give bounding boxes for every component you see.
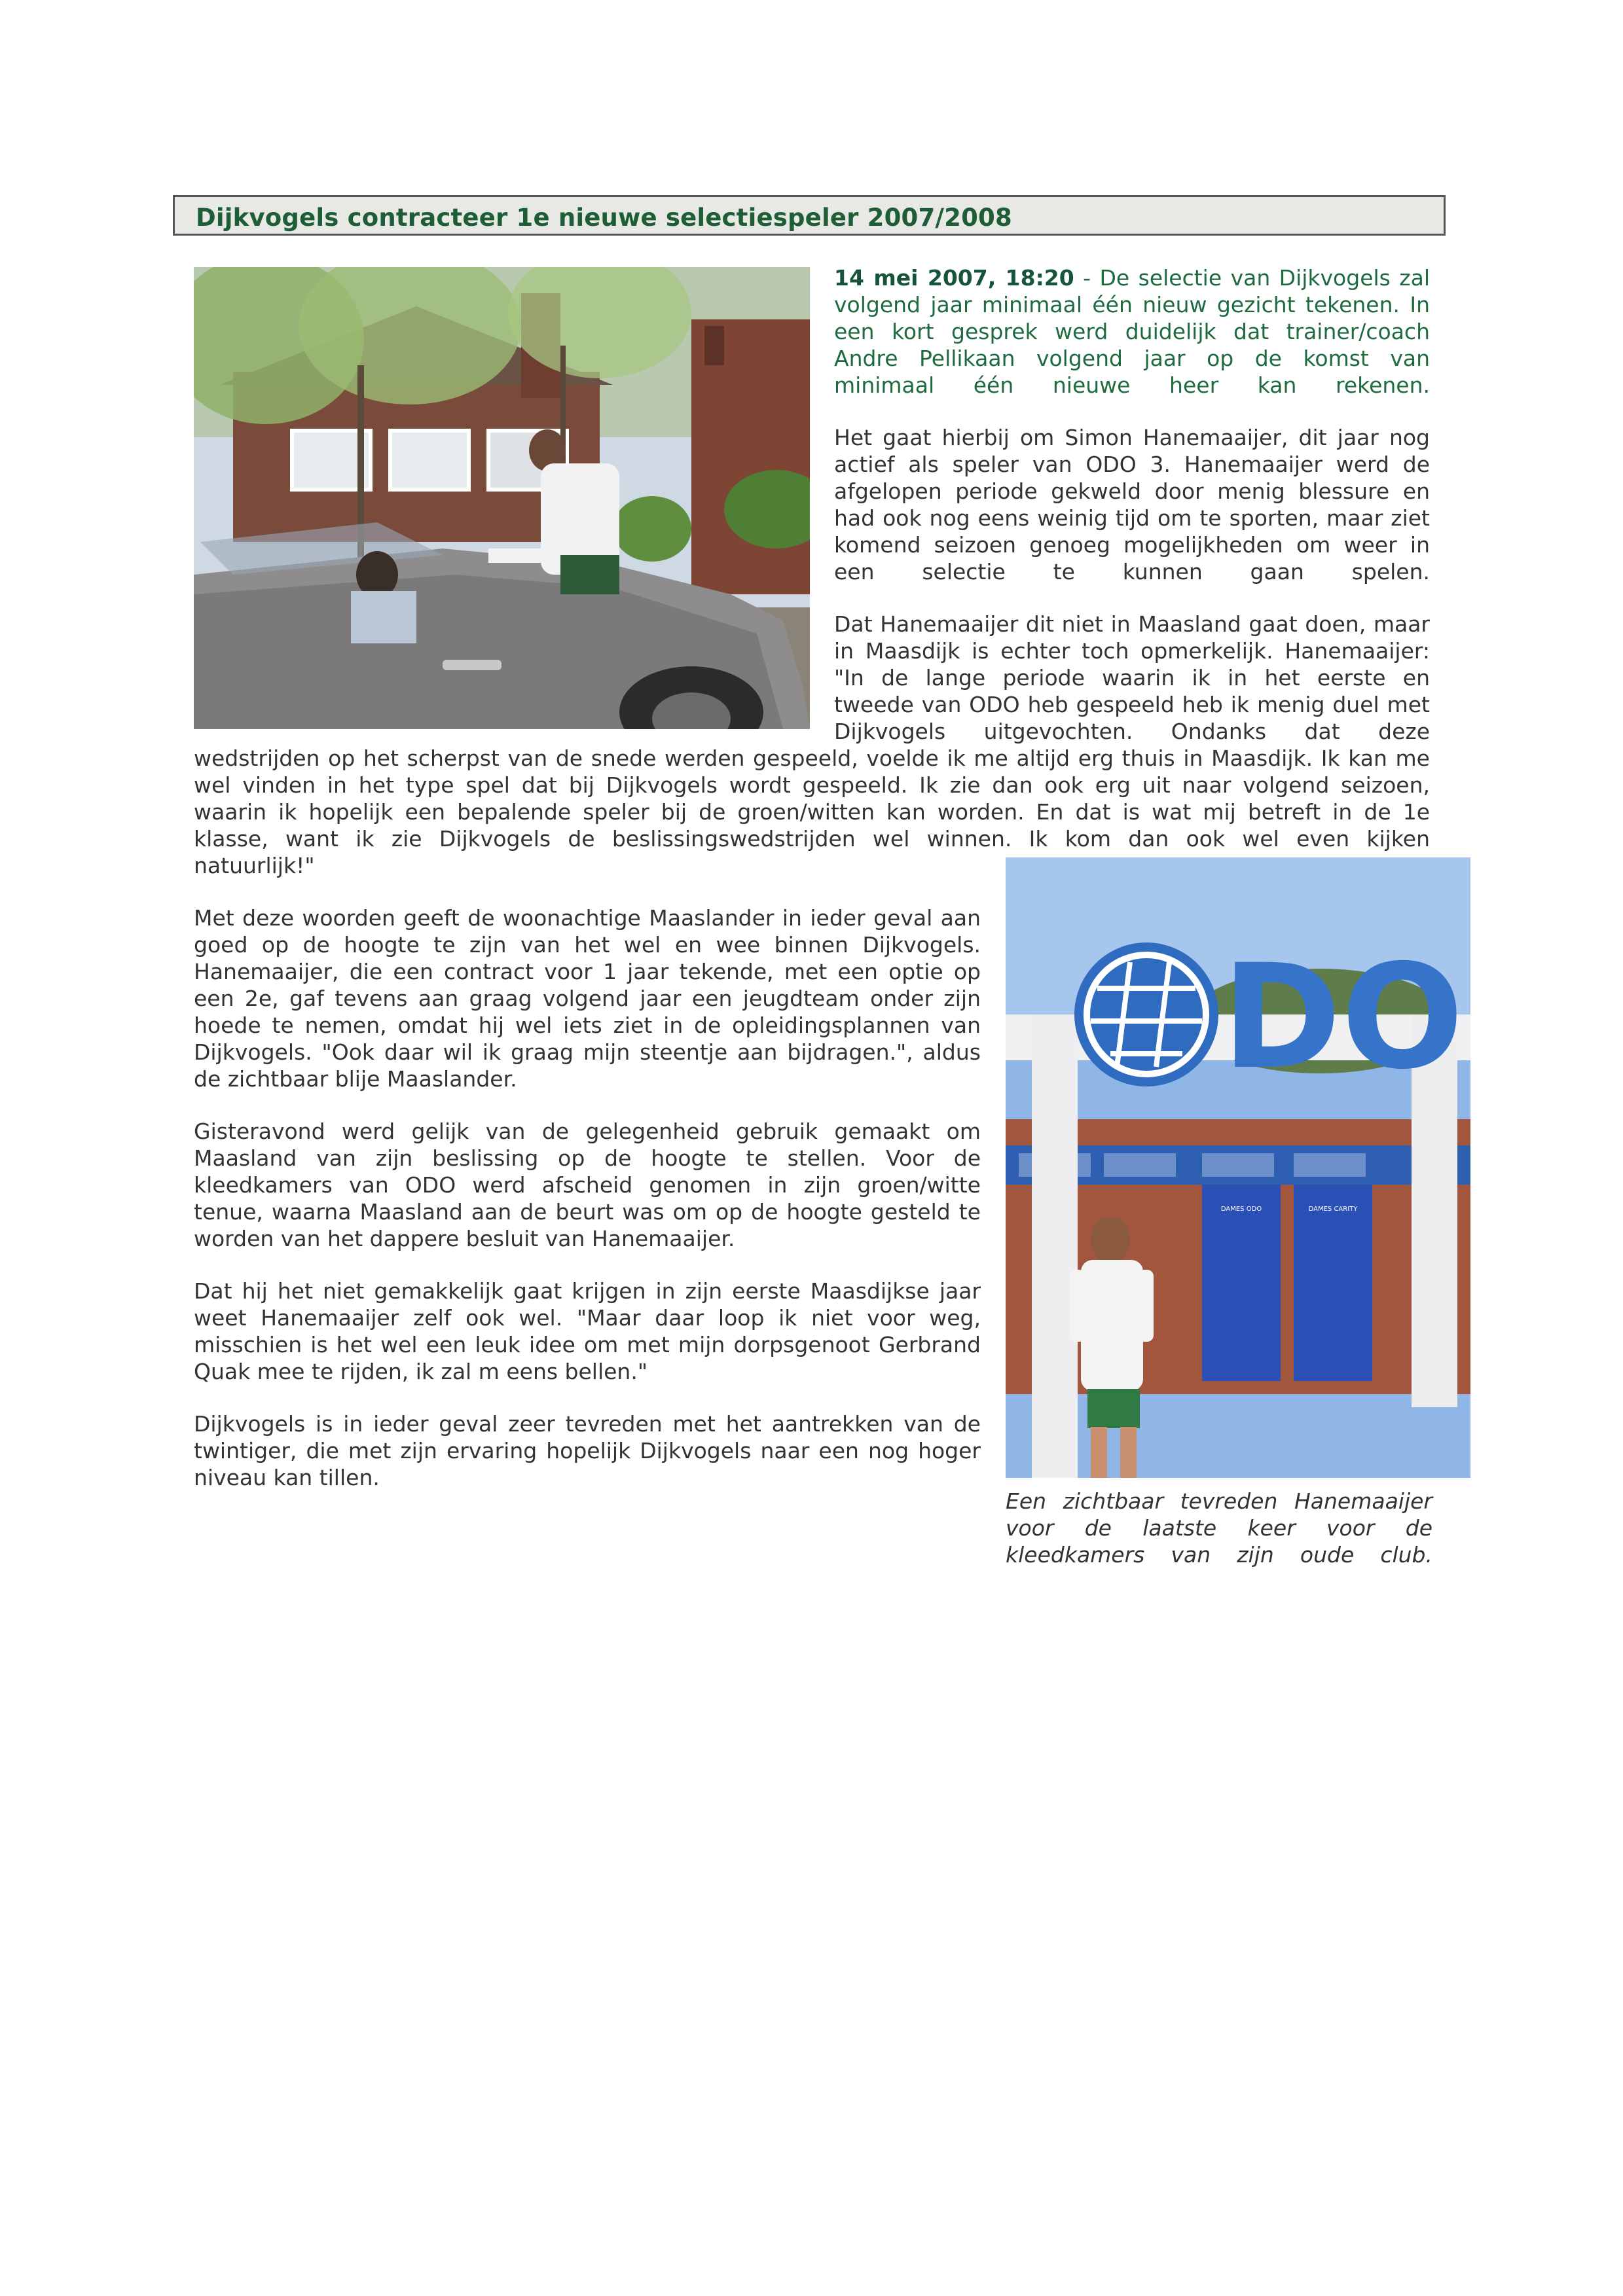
article-title: Dijkvogels contracteer 1e nieuwe selectiespeler 2007/2008 <box>196 204 1012 232</box>
photo-caption-line: kleedkamers van zijn oude club. <box>1006 1542 1432 1568</box>
paragraph-line: tenue, waarna Maasland aan de beurt was om op de hoogte gesteld te <box>194 1199 981 1225</box>
paragraph-line: een 2e, gaf tevens aan graag volgend jaar een jeugdteam onder zijn <box>194 986 981 1011</box>
door-sign-left: DAMES ODO <box>1220 1206 1262 1213</box>
paragraph-line: misschien is het wel een leuk idee om met mijn dorpsgenoot Gerbrand <box>194 1332 981 1357</box>
paragraph-line: niveau kan tillen. <box>194 1465 380 1490</box>
paragraph-line: Het gaat hierbij om Simon Hanemaaijer, dit jaar nog <box>834 425 1430 450</box>
intro-text: - De selectie van Dijkvogels zal <box>1074 265 1430 291</box>
paragraph-line: tweede van ODO heb gespeeld heb ik menig duel met <box>834 692 1430 717</box>
paragraph-line: in Maasdijk is echter toch opmerkelijk. Hanemaaijer: <box>834 638 1430 664</box>
paragraph-line: Dijkvogels is in ieder geval zeer tevreden met het aantrekken van de <box>194 1411 981 1437</box>
paragraph-line: Met deze woorden geeft de woonachtige Maaslander in ieder geval aan <box>194 905 981 931</box>
paragraph-line: weet Hanemaaijer zelf ook wel. "Maar daar loop ik niet voor weg, <box>194 1305 981 1331</box>
paragraph-line: "In de lange periode waarin ik in het eerste en <box>834 665 1430 691</box>
paragraph-line: natuurlijk!" <box>194 853 315 878</box>
paragraph-line: komend seizoen genoeg mogelijkheden om weer in <box>834 532 1430 558</box>
intro-line: volgend jaar minimaal één nieuw gezicht tekenen. In <box>834 292 1430 317</box>
paragraph-line: Dat Hanemaaijer dit niet in Maasland gaat doen, maar <box>834 611 1430 637</box>
paragraph-line: had ook nog eens weinig tijd om te sporten, maar ziet <box>834 505 1430 531</box>
paragraph-line: goed op de hoogte te zijn van het wel en wee binnen Dijkvogels. <box>194 932 981 958</box>
paragraph-line: afgelopen periode gekweld door menig blessure en <box>834 478 1430 504</box>
photo-odo-clubhouse <box>1006 857 1470 1478</box>
photo-car-scene <box>194 267 810 729</box>
paragraph-line: worden van het dappere besluit van Hanemaaijer. <box>194 1226 735 1251</box>
paragraph-line: Quak mee te rijden, ik zal m eens bellen." <box>194 1359 648 1384</box>
paragraph-line: de zichtbaar blije Maaslander. <box>194 1066 517 1092</box>
paragraph-line: hoede te nemen, omdat hij wel iets ziet in de opleidingsplannen van <box>194 1013 981 1038</box>
paragraph-line: een selectie te kunnen gaan spelen. <box>834 559 1430 584</box>
paragraph-line: waarin ik hopelijk een bepalende speler bij de groen/witten kan worden. En dat is wat mij betreft in de 1e <box>194 799 1430 825</box>
intro-line: Andre Pellikaan volgend jaar op de komst van <box>834 346 1430 371</box>
article-title-bar <box>173 195 1446 236</box>
club-logo-text: DO <box>1222 933 1464 1101</box>
paragraph-line: actief als speler van ODO 3. Hanemaaijer werd de <box>834 452 1430 477</box>
photo-caption-line: Een zichtbaar tevreden Hanemaaijer <box>1006 1488 1432 1514</box>
paragraph-line: kleedkamers van ODO werd afscheid genomen in zijn groen/witte <box>194 1172 981 1198</box>
paragraph-line: Hanemaaijer, die een contract voor 1 jaar tekende, met een optie op <box>194 959 981 984</box>
article-date: 14 mei 2007, 18:20 <box>834 265 1074 291</box>
paragraph-line: klasse, want ik zie Dijkvogels de beslissingswedstrijden wel winnen. Ik kom dan ook wel even kijken <box>194 826 1430 852</box>
paragraph-line: wel vinden in het type spel dat bij Dijkvogels wordt gespeeld. Ik zie dan ook erg uit naar volgend seizoen, <box>194 772 1430 798</box>
intro-line <box>834 264 1430 291</box>
photo-caption-line: voor de laatste keer voor de <box>1006 1515 1432 1541</box>
door-sign-right: DAMES CARITY <box>1308 1206 1358 1213</box>
paragraph-line: Maasland van zijn beslissing op de hoogte te stellen. Voor de <box>194 1145 981 1171</box>
paragraph-line: wedstrijden op het scherpst van de snede werden gespeeld, voelde ik me altijd erg thuis in Maasdijk. Ik kan me <box>194 745 1430 771</box>
paragraph-line: Dijkvogels. "Ook daar wil ik graag mijn steentje aan bijdragen.", aldus <box>194 1039 981 1065</box>
paragraph-line: Dat hij het niet gemakkelijk gaat krijgen in zijn eerste Maasdijkse jaar <box>194 1278 981 1304</box>
paragraph-line: Dijkvogels uitgevochten. Ondanks dat deze <box>834 719 1430 744</box>
intro-line: minimaal één nieuwe heer kan rekenen. <box>834 372 1430 398</box>
paragraph-line: twintiger, die met zijn ervaring hopelijk Dijkvogels naar een nog hoger <box>194 1438 981 1463</box>
paragraph-line: Gisteravond werd gelijk van de gelegenheid gebruik gemaakt om <box>194 1119 981 1144</box>
intro-line: een kort gesprek werd duidelijk dat trainer/coach <box>834 319 1430 344</box>
